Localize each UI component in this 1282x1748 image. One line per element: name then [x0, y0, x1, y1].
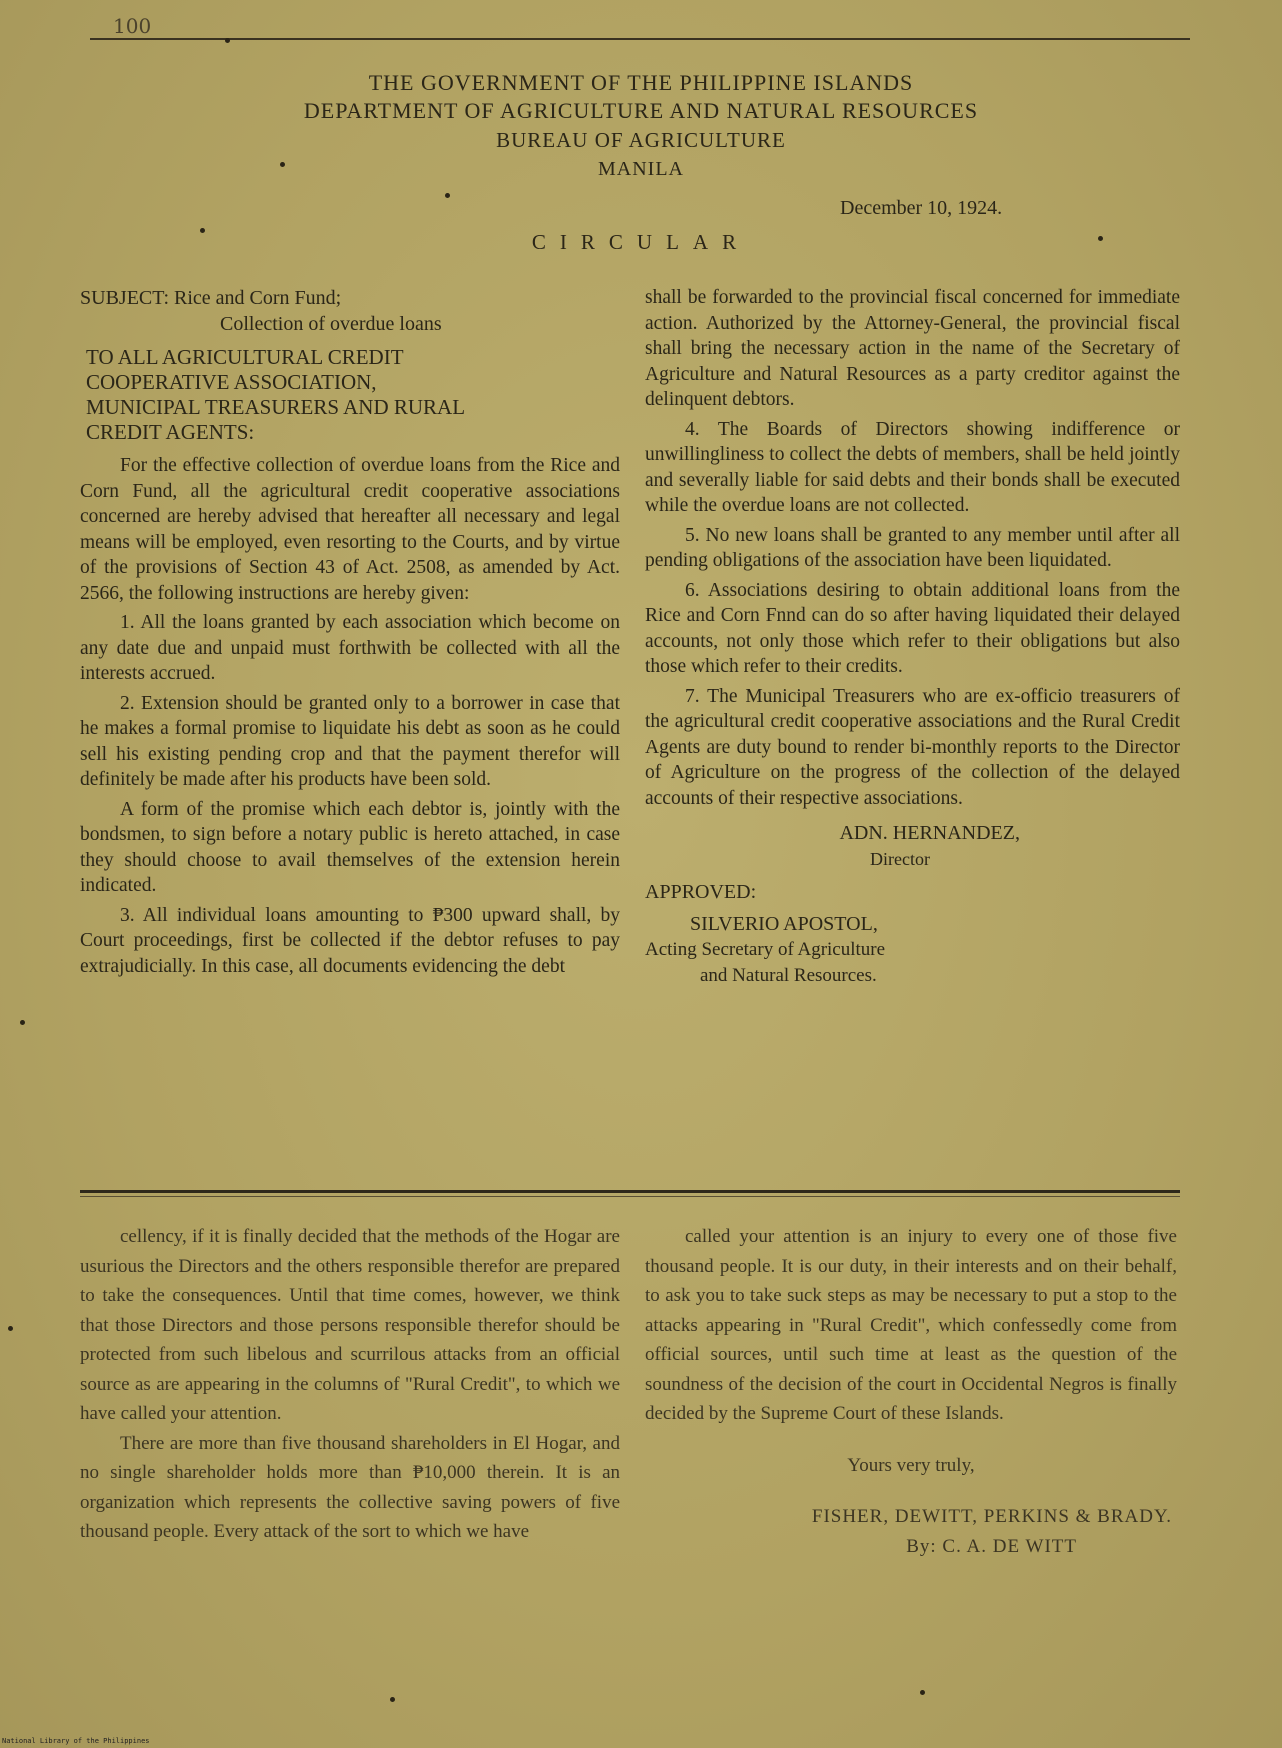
page-number: 100: [113, 14, 152, 38]
letter-paragraph-3: called your attention is an injury to every one of those five thousand people. It is our duty, in their interests and on their behalf, to ask you to take suck steps as may be necessary to put a stop to the attacks appearing in "Rural Credit", which confessedly come from official sources, until such time at least as the question of the soundness of the decision of the court in Occidental Negros is finally decided by the Supreme Court of these Islands.: [645, 1226, 1177, 1424]
approver-name: SILVERIO APOSTOL,: [690, 912, 878, 935]
ink-speck: [225, 38, 230, 43]
subject-line-1: SUBJECT: Rice and Corn Fund;: [80, 287, 342, 309]
letter-right-column: [645, 1222, 1177, 1561]
approver-title-1: Acting Secretary of Agriculture: [645, 939, 886, 960]
header-city: MANILA: [598, 158, 684, 180]
addressee: TO ALL AGRICULTURAL CREDIT COOPERATIVE ASSOCIATION, MUNICIPAL TREASURERS AND RURAL CREDIT AGENTS:: [86, 345, 465, 444]
instruction-3: 3. All individual loans amounting to ₱300 upward shall, by Court proceedings, first be collected if the debtor refuses to pay extrajudicially. In this case, all documents evidencing the debt: [80, 904, 620, 977]
letter-paragraph-2: There are more than five thousand shareholders in El Hogar, and no single shareholder holds more than ₱10,000 therein. It is an organization which represents the collective saving powers of five thousand people. Every attack of the sort to which we have: [80, 1432, 620, 1542]
signer-name: ADN. HERNANDEZ,: [839, 822, 1020, 844]
circular-left-column: [80, 285, 620, 983]
ink-speck: [8, 1326, 13, 1331]
ink-speck: [1098, 236, 1103, 241]
instruction-5: 5. No new loans shall be granted to any member until after all pending obligations of the association have been liquidated.: [645, 524, 1180, 571]
instruction-7: 7. The Municipal Treasurers who are ex-officio treasurers of the agricultural credit cooperative associations and the Rural Credit Agents are duty bound to render bi-monthly reports to the Director of Agriculture on the progress of the collection of the delayed accounts of their respective associations.: [645, 685, 1180, 809]
letter-paragraph-1: cellency, if it is finally decided that the methods of the Hogar are usurious the Directors and the others responsible therefor are prepared to take the consequences. Until that time comes, however, we think that those Directors and those persons responsible therefor should be protected from such libelous and scurrilous attacks from an official source as are appearing in the columns of "Rural Credit", to which we have called your attention.: [80, 1226, 620, 1424]
instruction-2-form: A form of the promise which each debtor is, jointly with the bondsmen, to sign before a notary public is hereto attached, in case they should choose to avail themselves of the extension herein indicated.: [80, 798, 620, 896]
circular-right-column: [645, 285, 1180, 988]
subject-block: [80, 285, 620, 337]
letter-left-column: [80, 1222, 620, 1547]
ink-speck: [20, 1020, 25, 1025]
signer-title: Director: [870, 848, 930, 869]
ink-speck: [200, 228, 205, 233]
subject-line-2: Collection of overdue loans: [220, 313, 442, 335]
header-department: DEPARTMENT OF AGRICULTURE AND NATURAL RESOURCES: [303, 98, 979, 123]
section-divider: [80, 1190, 1180, 1193]
section-divider-thin: [80, 1196, 1180, 1197]
header-government: THE GOVERNMENT OF THE PHILIPPINE ISLANDS: [368, 70, 914, 95]
footer-credit: National Library of the Philippines: [2, 1737, 150, 1745]
intro-paragraph: For the effective collection of overdue loans from the Rice and Corn Fund, all the agricultural credit cooperative associations concerned are hereby advised that hereafter all necessary and legal means will be employed, even resorting to the Courts, and by virtue of the provisions of Section 43 of Act. 2508, as amended by Act. 2566, the following instructions are hereby given:: [80, 455, 620, 604]
instruction-6: 6. Associations desiring to obtain additional loans from the Rice and Corn Fnnd can do so after having liquidated their delayed accounts, not only those which refer to their obligations but also those which refer to their credits.: [645, 579, 1180, 677]
letter-signer: By: C. A. DE WITT: [906, 1535, 1077, 1557]
instruction-4: 4. The Boards of Directors showing indifference or unwillingliness to collect the debts of members, shall be held jointly and severally liable for said debts and their bonds shall be executed while the overdue loans are not collected.: [645, 418, 1180, 516]
ink-speck: [445, 193, 450, 198]
ink-speck: [390, 1697, 395, 1702]
header-bureau: BUREAU OF AGRICULTURE: [496, 128, 786, 152]
circular-date: December 10, 1924.: [840, 197, 1003, 219]
instruction-2: 2. Extension should be granted only to a borrower in case that he makes a formal promise to liquidate his debt as soon as he could sell his existing pending crop and that the payment therefor will definitely be made after his products have been sold.: [80, 692, 620, 790]
circular-title: CIRCULAR: [531, 230, 751, 254]
top-rule: [90, 38, 1190, 40]
instruction-1: 1. All the loans granted by each association which become on any date due and unpaid must forthwith be collected with all the interests accrued.: [80, 612, 620, 684]
approver-title-2: and Natural Resources.: [700, 964, 877, 986]
instruction-3-continued: shall be forwarded to the provincial fiscal concerned for immediate action. Authorized by the Attorney-General, the provincial fiscal shall bring the necessary action in the name of the Secretary of Agriculture and Natural Resources as a party creditor against the delinquent debtors.: [645, 287, 1180, 410]
ink-speck: [920, 1690, 925, 1695]
law-firm-signature: FISHER, DEWITT, PERKINS & BRADY.: [811, 1506, 1172, 1527]
ink-speck: [280, 162, 285, 167]
approved-label: APPROVED:: [645, 881, 757, 903]
letter-closing: Yours very truly,: [847, 1454, 975, 1476]
